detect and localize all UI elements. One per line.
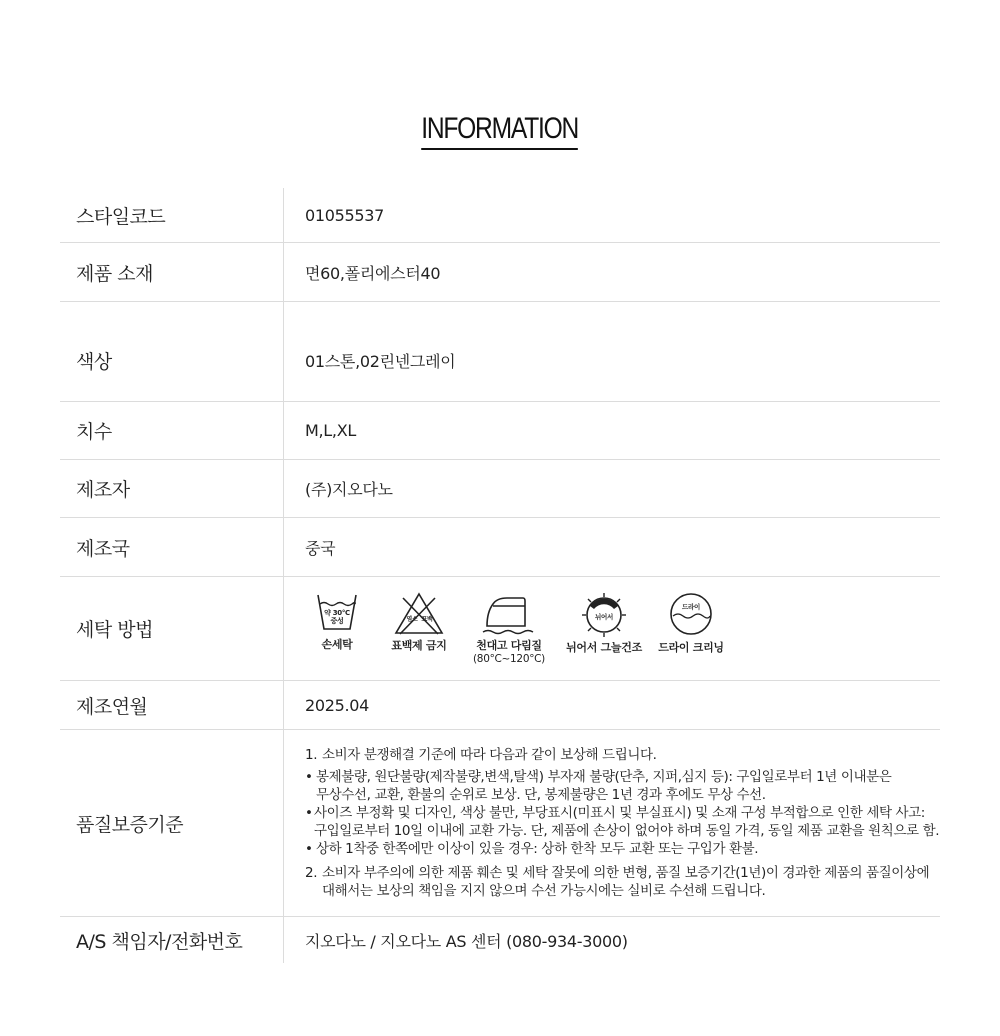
care-item-iron <box>460 592 558 666</box>
no-bleach-text2: 표백 <box>421 615 433 623</box>
table-row-manufacture-date <box>60 681 940 730</box>
row-value: M,L,XL <box>284 402 941 460</box>
row-value: 지오다노 / 지오다노 AS 센터 (080-934-3000) <box>305 931 628 951</box>
shade-dry-text: 뉘어서 <box>595 612 613 621</box>
row-label: 색상 <box>60 302 284 402</box>
row-label: A/S 책임자/전화번호 <box>60 917 284 964</box>
page-title: INFORMATION <box>422 112 579 150</box>
care-label: 드라이 크리닝 <box>658 640 724 654</box>
row-value: 01스톤,02린넨그레이 <box>284 302 941 402</box>
row-value: 중국 <box>284 518 941 577</box>
quality-bullet-3 <box>305 840 940 858</box>
table-row-as-contact <box>60 917 940 964</box>
dry-clean-text: 드라이 <box>682 602 700 611</box>
row-label: 세탁 방법 <box>60 577 284 681</box>
bullet-line: 무상수선, 교환, 환불의 순위로 보상. 단, 봉제불량은 1년 경과 후에도 무상 수선. <box>316 787 766 803</box>
table-row-wash <box>60 577 940 681</box>
row-value <box>284 577 941 681</box>
row-label: 제조국 <box>60 518 284 577</box>
care-label: 손세탁 <box>321 637 353 651</box>
quality-text <box>305 746 940 900</box>
row-label: 제조연월 <box>60 681 284 730</box>
table-row-material <box>60 243 940 302</box>
bullet-line: 봉제불량, 원단불량(제작불량,변색,탈색) 부자재 불량(단추, 지퍼,심지 등): 구입일로부터 1년 이내분은 <box>316 769 892 785</box>
product-info-table <box>60 188 940 963</box>
care-item-shade-dry <box>558 592 650 655</box>
hand-wash-text1: 약 30°C <box>324 608 350 617</box>
bullet: • <box>305 769 313 785</box>
row-label: 제조자 <box>60 460 284 518</box>
table-row-quality-guarantee <box>60 730 940 917</box>
information-title-wrap <box>0 112 1000 150</box>
item-number: 1. <box>305 747 318 763</box>
row-value: 2025.04 <box>284 681 941 730</box>
quality-item-1 <box>305 746 940 764</box>
row-label: 치수 <box>60 402 284 460</box>
item-number: 2. <box>305 865 318 881</box>
row-value: 01055537 <box>284 188 941 243</box>
item-text: 소비자 분쟁해결 기준에 따라 다음과 같이 보상해 드립니다. <box>322 747 657 763</box>
care-label: 천대고 다림질 <box>476 638 542 652</box>
dry-clean-icon <box>668 592 714 636</box>
bullet-text <box>316 768 891 804</box>
hand-wash-text2: 중성 <box>330 616 344 625</box>
row-value: (주)지오다노 <box>284 460 941 518</box>
care-sub: (80°C~120°C) <box>473 652 545 665</box>
table-row-color <box>60 302 940 402</box>
row-label: 품질보증기준 <box>60 730 284 917</box>
item-line: 소비자 부주의에 의한 제품 훼손 및 세탁 잘못에 의한 변형, 품질 보증기간(1년)이 경과한 제품의 품질이상에 <box>322 865 930 881</box>
table-row-style-code <box>60 188 940 243</box>
care-label: 뉘어서 그늘건조 <box>566 640 642 654</box>
quality-bullet-2 <box>305 804 940 840</box>
bullet-line: 사이즈 부정확 및 디자인, 색상 불만, 부당표시(미표시 및 부실표시) 및 소재 구성 부적합으로 인한 세탁 사고: <box>314 805 925 821</box>
item-text <box>322 864 929 900</box>
quality-item-2 <box>305 864 940 900</box>
care-icons <box>296 592 940 666</box>
bullet: • <box>305 805 313 821</box>
table-row-size <box>60 402 940 460</box>
bullet-text <box>314 804 939 840</box>
quality-bullet-1 <box>305 768 940 804</box>
shade-dry-icon <box>580 592 628 638</box>
row-label: 스타일코드 <box>60 188 284 243</box>
care-label: 표백제 금지 <box>391 638 447 652</box>
bullet-line: 구입일로부터 10일 이내에 교환 가능. 단, 제품에 손상이 없어야 하며 동일 가격, 동일 제품 교환을 원칙으로 함. <box>314 823 940 839</box>
hand-wash-icon <box>315 592 359 632</box>
item-line: 대해서는 보상의 책임을 지지 않으며 수선 가능시에는 실비로 수선해 드립니다. <box>322 883 766 899</box>
row-label: 제품 소재 <box>60 243 284 302</box>
row-value <box>284 730 941 917</box>
care-item-no-bleach <box>378 592 460 653</box>
bullet: • <box>305 841 313 857</box>
care-item-dry-clean <box>650 592 732 655</box>
table-row-manufacturer <box>60 460 940 518</box>
iron-icon <box>479 592 539 636</box>
no-bleach-text1: 염소 <box>406 615 418 623</box>
table-row-country <box>60 518 940 577</box>
care-item-hand-wash <box>296 592 378 652</box>
no-bleach-icon <box>394 592 444 636</box>
row-value: 면60,폴리에스터40 <box>284 243 941 302</box>
bullet-text: 상하 1착중 한쪽에만 이상이 있을 경우: 상하 한착 모두 교환 또는 구입가 환불. <box>316 841 759 857</box>
